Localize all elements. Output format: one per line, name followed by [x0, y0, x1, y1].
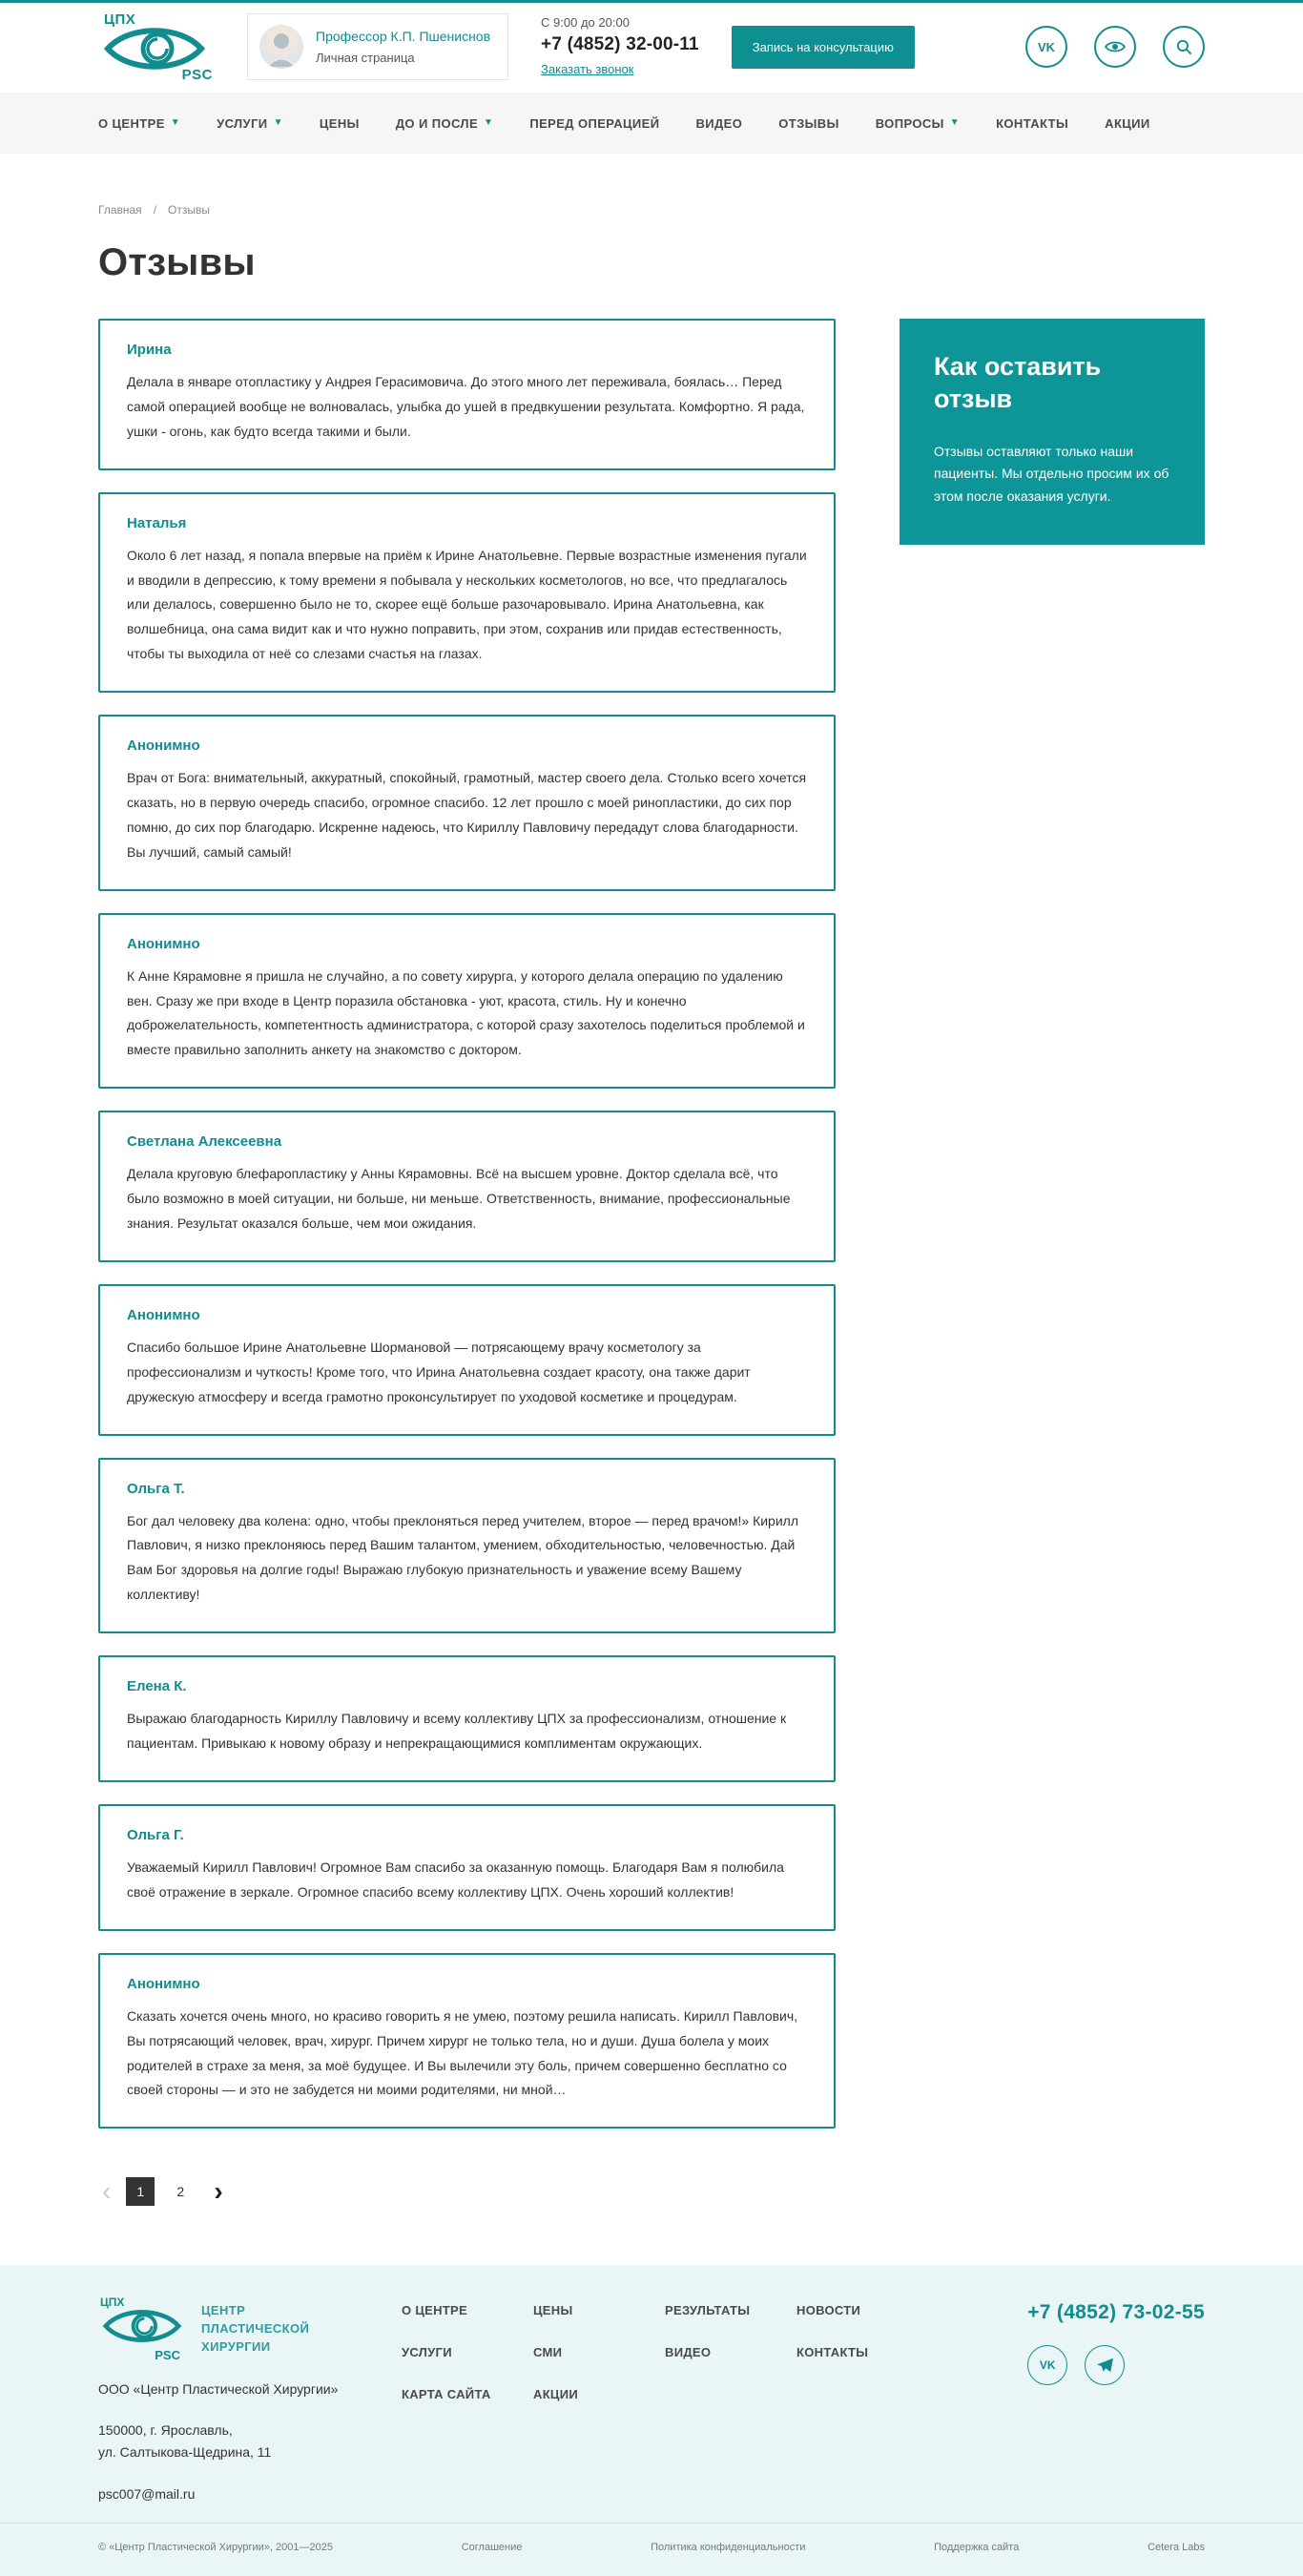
footer-bottom-item-3[interactable]: Поддержка сайта [934, 2542, 1020, 2554]
telegram-glyph [1096, 2358, 1114, 2374]
nav-item-label: О ЦЕНТРЕ [98, 115, 165, 131]
eye-icon[interactable] [1094, 26, 1136, 68]
nav-item-label: ВОПРОСЫ [875, 115, 944, 131]
callback-link[interactable]: Заказать звонок [541, 62, 634, 76]
review-author: Елена К. [127, 1678, 187, 1695]
review-card [98, 715, 836, 891]
header-phone[interactable]: +7 (4852) 32-00-11 [541, 34, 699, 54]
review-text: Бог дал человеку два колена: одно, чтобы преклоняться перед учителем, второе — перед врачом!» Кирилл Павлович, я низко преклоняюсь перед Вашим талантом, умением, обходительностью, человечностью. Дай Вам Бог здоровья на долгие годы! Выражаю глубокую признательность и уважение всему Вашему коллективу! [127, 1512, 799, 1603]
nav-item-2[interactable] [320, 116, 360, 131]
person-silhouette-icon [259, 25, 303, 69]
nav-item-label: УСЛУГИ [217, 115, 268, 131]
review-text: К Анне Кярамовне я пришла не случайно, а по совету хирурга, у которого делала операцию по удалению вен. Сразу же при входе в Центр поразила обстановка - уют, красота, стиль. Ну и конечно доброжелательность, компетентность администратора, с которой сразу захотелось поделиться проблемой и вместе правильно заполнить анкету на знакомство с доктором. [127, 967, 805, 1058]
pagination-page-2[interactable]: 2 [176, 2184, 185, 2200]
review-author: Ирина [127, 342, 172, 358]
footer-bottom-item-2[interactable]: Политика конфиденциальности [651, 2542, 806, 2554]
review-card [98, 1111, 836, 1262]
review-card [98, 1284, 836, 1436]
breadcrumb-separator: / [153, 203, 157, 217]
review-card [98, 913, 836, 1090]
review-author: Анонимно [127, 1306, 200, 1323]
footer-link-column-1 [533, 2303, 665, 2503]
pagination-prev-icon: ‹ [102, 2176, 112, 2207]
vk-icon[interactable] [1025, 26, 1067, 68]
review-card [98, 319, 836, 470]
vk-icon[interactable] [1027, 2345, 1067, 2385]
footer-link[interactable]: НОВОСТИ [796, 2303, 861, 2318]
vk-glyph: VK [1039, 2358, 1056, 2373]
nav-item-1[interactable] [217, 116, 283, 131]
logo-text-bottom: PSC [181, 67, 213, 83]
eye-glyph [1105, 39, 1126, 54]
footer-bottom-bar [98, 2524, 1205, 2576]
review-author: Анонимно [127, 737, 200, 755]
main-nav [0, 93, 1303, 154]
footer-logo-name: ЦЕНТР ПЛАСТИЧЕСКОЙ ХИРУРГИИ [201, 2303, 310, 2354]
review-card [98, 492, 836, 693]
telegram-icon[interactable] [1085, 2345, 1125, 2385]
review-text: Выражаю благодарность Кириллу Павловичу и всему коллективу ЦПХ за профессионализм, отношение к пациентам. Привыкаю к новому образу и непрекращающимися комплиментам окружающих. [127, 1711, 787, 1752]
review-author: Ольга Т. [127, 1480, 185, 1497]
footer-link[interactable]: КОНТАКТЫ [796, 2345, 869, 2360]
chevron-down-icon: ▼ [949, 117, 961, 128]
footer-link[interactable]: КАРТА САЙТА [402, 2387, 491, 2402]
footer-link[interactable]: ЦЕНЫ [533, 2303, 573, 2318]
vk-glyph: VK [1037, 39, 1056, 54]
footer-link-column-3 [796, 2303, 928, 2503]
review-card [98, 1953, 836, 2129]
nav-item-0[interactable] [98, 116, 180, 131]
logo-text-top: ЦПХ [104, 11, 136, 28]
review-text: Делала в январе отопластику у Андрея Герасимовича. До этого много лет переживала, боялась… Перед самой операцией вообще не волновалась, улыбка до ушей в предвкушении результата. Комфортно. Я рада, ушки - огонь, как будто всегда такими и были. [127, 374, 805, 439]
clinic-logo[interactable] [98, 11, 215, 83]
doctor-card[interactable] [247, 13, 508, 80]
footer-address-line1: 150000, г. Ярославль, [98, 2422, 233, 2439]
footer-company-name: ООО «Центр Пластической Хирургии» [98, 2381, 339, 2398]
pagination [98, 2177, 1205, 2206]
review-text: Сказать хочется очень много, но красиво говорить я не умею, поэтому решила написать. Кирилл Павлович, Вы потрясающий человек, врач, хирург. Причем хирург не только тела, но и души. Душа болела у моих родителей в страхе за меня, за моё будущее. И Вы вылечили эту боль, причем совершенно бесплатно со своей стороны — и это не забудется ни моими родителями, ни мной… [127, 2007, 798, 2098]
footer-info [98, 2296, 402, 2503]
footer-link[interactable]: РЕЗУЛЬТАТЫ [665, 2303, 751, 2318]
magnifier-glyph [1175, 38, 1193, 56]
review-text: Врач от Бога: внимательный, аккуратный, спокойный, грамотный, мастер своего дела. Столько всего хочется сказать, но в первую очередь спасибо, огромное спасибо. 12 лет прошло с моей ринопластики, до сих пор помню, до сих пор благодарю. Искренне надеюсь, что Кириллу Павловичу передадут слова благодарности. Вы лучший, самый самый! [127, 770, 807, 860]
how-to-review-box [900, 319, 1205, 545]
footer-bottom-item-4[interactable]: Cetera Labs [1148, 2542, 1205, 2554]
appointment-button[interactable]: Запись на консультацию [732, 26, 915, 69]
header-contacts [541, 16, 699, 77]
nav-item-label: ОТЗЫВЫ [778, 115, 839, 131]
search-icon[interactable] [1163, 26, 1205, 68]
review-author: Светлана Алексеевна [127, 1133, 282, 1151]
chevron-down-icon: ▼ [170, 117, 181, 128]
nav-item-label: ЦЕНЫ [319, 115, 360, 131]
review-text: Около 6 лет назад, я попала впервые на приём к Ирине Анатольевне. Первые возрастные изменения пугали и вводили в депрессию, к тому времени я побывала у нескольких косметологов, но все, что предлагалось или делалось, совершенно было не то, скорее ещё больше разочаровывало. Ирина Анатольевна, как волшебница, она сама видит как и что нужно поправить, при этом, сохранив или придав естественность, чтобы ты выходила от неё со слезами счастья на глазах. [127, 547, 807, 662]
footer-social-icons [1027, 2345, 1205, 2385]
sidebar-text: Отзывы оставляют только наши пациенты. Мы отдельно просим их об этом после оказания услуги. [934, 443, 1169, 505]
doctor-avatar [259, 25, 303, 69]
footer-address [98, 2420, 402, 2463]
review-card [98, 1655, 836, 1782]
review-author: Наталья [127, 514, 187, 531]
nav-item-label: ПЕРЕД ОПЕРАЦИЕЙ [529, 115, 660, 131]
footer-link[interactable]: О ЦЕНТРЕ [402, 2303, 467, 2318]
footer-link[interactable]: ВИДЕО [665, 2345, 712, 2360]
nav-item-6[interactable] [778, 116, 838, 131]
doctor-page-label: Личная страница [316, 51, 415, 65]
header [0, 3, 1303, 91]
reviews-list [98, 319, 836, 2150]
footer-links [402, 2299, 928, 2503]
nav-item-5[interactable] [695, 116, 742, 131]
working-hours: С 9:00 до 20:00 [541, 15, 630, 30]
nav-item-label: ВИДЕО [695, 115, 743, 131]
pagination-next-icon[interactable]: › [214, 2176, 223, 2207]
breadcrumb-current: Отзывы [168, 203, 210, 217]
footer-contacts [1027, 2299, 1205, 2503]
nav-item-4[interactable] [529, 116, 659, 131]
footer-eye-logo-icon [98, 2303, 186, 2349]
header-social-icons [1025, 26, 1205, 68]
footer-link[interactable]: СМИ [533, 2345, 563, 2360]
chevron-down-icon: ▼ [484, 117, 494, 128]
footer-phone[interactable]: +7 (4852) 73-02-55 [1027, 2301, 1205, 2324]
review-text: Делала круговую блефаропластику у Анны Кярамовны. Всё на высшем уровне. Доктор сделала всё, что было возможно в моей ситуации, ни больше, ни меньше. Ответственность, внимание, профессиональные знания. Результат оказался больше, чем мои ожидания. [127, 1166, 791, 1232]
review-card [98, 1458, 836, 1634]
footer-logo[interactable] [98, 2296, 402, 2363]
footer-bottom-item-0: © «Центр Пластической Хирургии», 2001—2025 [98, 2542, 333, 2554]
footer [0, 2265, 1303, 2576]
footer-bottom-item-1[interactable]: Соглашение [461, 2542, 523, 2554]
footer-link-column-0 [402, 2303, 533, 2503]
nav-item-7[interactable] [876, 116, 960, 131]
review-author: Ольга Г. [127, 1826, 184, 1843]
footer-address-line2: ул. Салтыкова-Щедрина, 11 [98, 2444, 272, 2461]
review-text: Спасибо большое Ирине Анатольевне Шормановой — потрясающему врачу косметологу за профессионализм и чуткость! Кроме того, что Ирина Анатольевна создает красоту, она также дарит дружескую атмосферу и всегда грамотно проконсультирует по уходовой косметике и процедурам. [127, 1339, 751, 1404]
nav-item-label: ДО И ПОСЛЕ [395, 115, 479, 131]
doctor-name-link[interactable]: Профессор К.П. Пшениснов [316, 29, 491, 44]
sidebar-title: Как оставить отзыв [934, 352, 1102, 413]
footer-link[interactable]: УСЛУГИ [402, 2345, 452, 2360]
chevron-down-icon: ▼ [273, 117, 283, 128]
nav-item-8[interactable] [996, 116, 1068, 131]
nav-item-9[interactable] [1105, 116, 1150, 131]
footer-logo-text-bottom: PSC [155, 2348, 180, 2363]
nav-item-label: КОНТАКТЫ [996, 115, 1069, 131]
footer-link-column-2 [665, 2303, 796, 2503]
review-text: Уважаемый Кирилл Павлович! Огромное Вам спасибо за оказанную помощь. Благодаря Вам я полюбила своё отражение в зеркале. Огромное спасибо всему коллективу ЦПХ. Очень хороший коллектив! [127, 1859, 784, 1900]
main-nav-list [98, 93, 1205, 154]
breadcrumb-home-link[interactable]: Главная [98, 203, 142, 217]
review-card [98, 1804, 836, 1931]
review-author: Анонимно [127, 1975, 200, 1992]
nav-item-3[interactable] [396, 116, 494, 131]
page-title: Отзывы [98, 241, 256, 283]
footer-email-link[interactable]: psc007@mail.ru [98, 2486, 196, 2503]
review-author: Анонимно [127, 935, 200, 952]
footer-logo-text-top: ЦПХ [100, 2296, 125, 2310]
pagination-page-1[interactable]: 1 [126, 2177, 155, 2206]
footer-link[interactable]: АКЦИИ [533, 2387, 579, 2402]
breadcrumb [98, 203, 1205, 217]
nav-item-label: АКЦИИ [1105, 115, 1150, 131]
